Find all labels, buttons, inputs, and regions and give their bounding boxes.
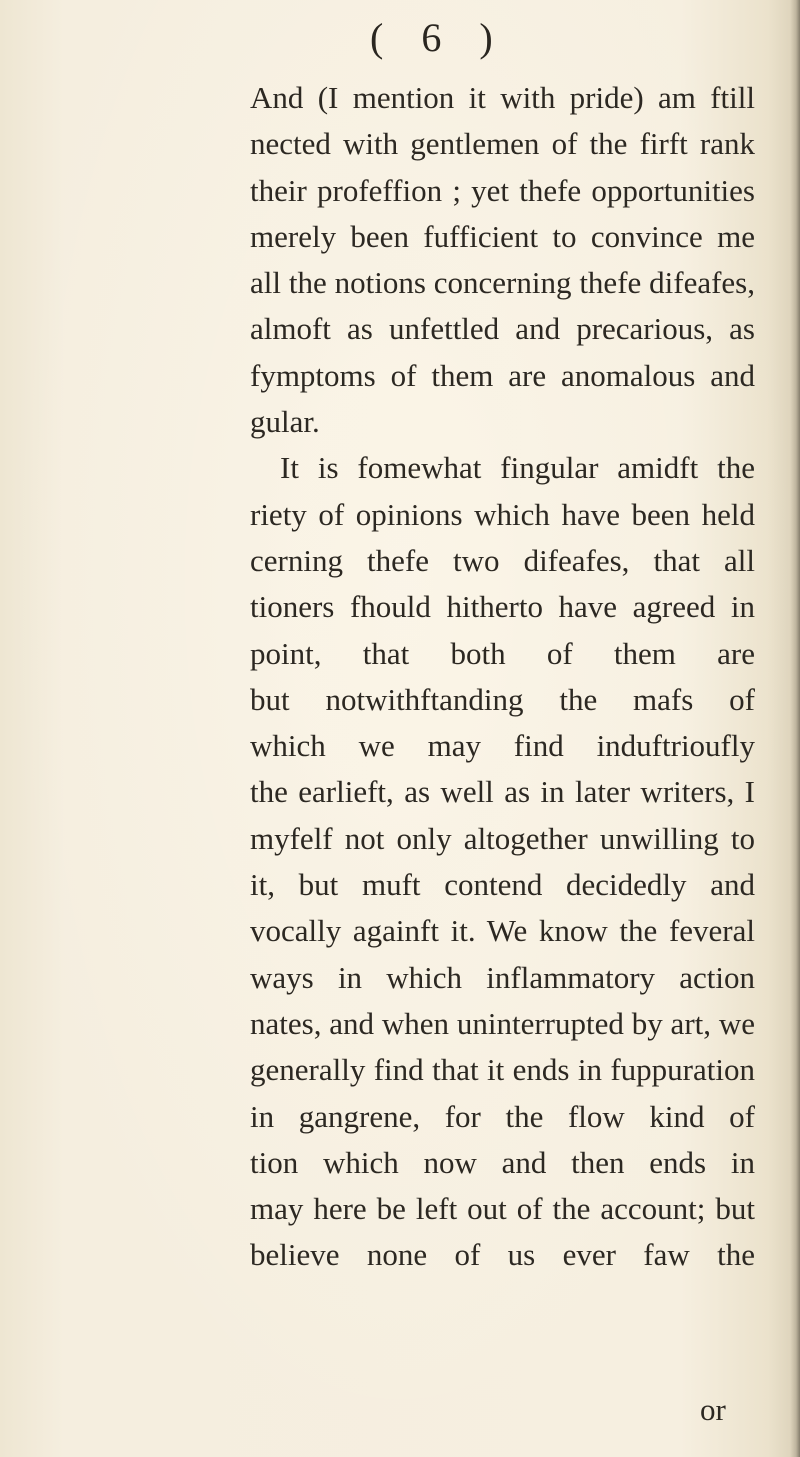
- text-line: merely been fufficient to convince me: [250, 218, 755, 254]
- text-line: tion which now and then ends in: [250, 1144, 755, 1180]
- text-line: ways in which inflammatory action: [250, 959, 755, 995]
- text-line: may here be left out of the account; but: [250, 1191, 755, 1227]
- text-line: generally find that it ends in fuppuration: [250, 1052, 755, 1088]
- text-line: It is fomewhat fingular amidft the: [280, 450, 755, 486]
- text-line: the earlieft, as well as in later writers, I: [250, 774, 755, 810]
- text-line: but notwithftanding the mafs of: [250, 681, 755, 717]
- catchword: or: [700, 1392, 726, 1427]
- text-line: almoft as unfettled and precarious, as: [250, 311, 755, 347]
- page-edge-shadow: [790, 0, 800, 1457]
- text-line: believe none of us ever faw the: [250, 1237, 755, 1273]
- text-line: myfelf not only altogether unwilling to: [250, 820, 755, 856]
- text-line: in gangrene, for the flow kind of: [250, 1098, 755, 1134]
- text-line: cerning thefe two difeafes, that all: [250, 542, 755, 578]
- text-line: vocally againft it. We know the feveral: [250, 913, 755, 949]
- text-line: tioners fhould hitherto have agreed in: [250, 589, 755, 625]
- text-line: gular.: [250, 404, 320, 440]
- text-line: their profeffion ; yet thefe opportunities: [250, 172, 755, 208]
- text-line: it, but muft contend decidedly and: [250, 867, 755, 903]
- page-number: ( 6 ): [370, 15, 507, 60]
- text-line: which we may find induftrioufly: [250, 728, 755, 764]
- text-line: point, that both of them are: [250, 635, 755, 671]
- body-text: [250, 75, 755, 1279]
- text-line: all the notions concerning thefe difeafes,: [250, 265, 755, 301]
- text-line: nates, and when uninterrupted by art, we: [250, 1005, 755, 1041]
- text-line: nected with gentlemen of the firft rank: [250, 126, 755, 162]
- text-line: And (I mention it with pride) am ftill: [250, 80, 755, 115]
- text-line: fymptoms of them are anomalous and: [250, 357, 755, 393]
- text-line: riety of opinions which have been held: [250, 496, 755, 532]
